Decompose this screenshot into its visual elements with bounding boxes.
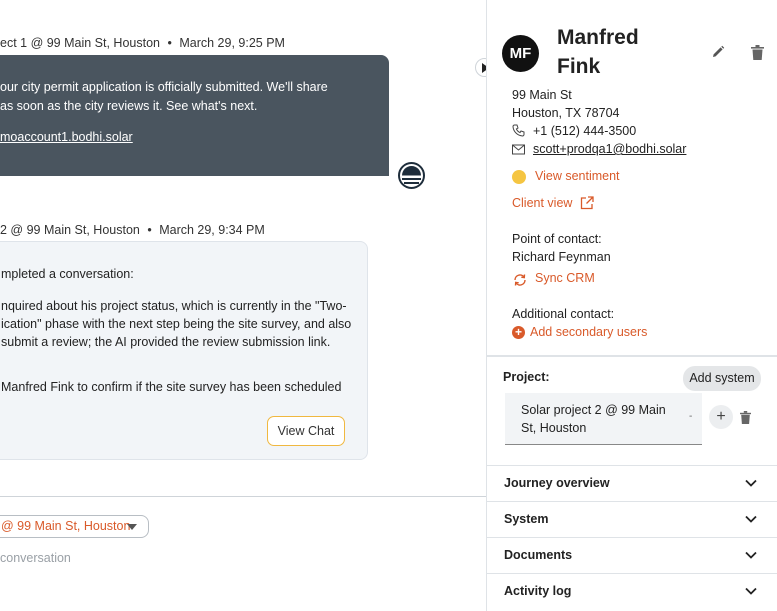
phone-icon <box>512 124 525 137</box>
external-link-icon[interactable] <box>580 196 594 210</box>
project-select-value: Solar project 2 @ 99 Main St, Houston <box>521 403 666 435</box>
section-system[interactable] <box>487 501 777 537</box>
address-line1: 99 Main St <box>512 88 572 102</box>
message-meta <box>0 223 265 237</box>
message-project: 2 @ 99 Main St, Houston <box>0 223 140 237</box>
section-title: Documents <box>504 548 573 562</box>
avatar: MF <box>502 35 539 72</box>
chevron-down-icon <box>745 551 757 559</box>
client-details-panel <box>486 0 777 611</box>
message-timestamp: March 29, 9:34 PM <box>159 223 265 237</box>
message-text: ication" phase with the next step being the site survey, and also <box>1 317 352 331</box>
message-text: submit a review; the AI provided the review submission link. <box>1 335 331 349</box>
message-text: as soon as the city reviews it. See what's next. <box>0 99 258 113</box>
sync-crm-link[interactable]: Sync CRM <box>535 271 595 285</box>
message-text: nquired about his project status, which is currently in the "Two- <box>1 299 347 313</box>
separator-dot: • <box>147 223 152 237</box>
trash-icon[interactable] <box>740 411 751 424</box>
trash-icon[interactable] <box>751 45 764 60</box>
message-bubble-sent <box>0 55 389 176</box>
message-project: ect 1 @ 99 Main St, Houston <box>0 36 160 50</box>
section-activity-log[interactable] <box>487 573 777 609</box>
section-journey-overview[interactable] <box>487 465 777 501</box>
separator-dot: • <box>167 36 172 50</box>
message-meta <box>0 36 285 50</box>
email-link[interactable]: scott+prodqa1@bodhi.solar <box>533 142 687 156</box>
message-bubble-summary <box>0 241 368 460</box>
section-title: Activity log <box>504 584 572 598</box>
message-text: our city permit application is officially submitted. We'll share <box>0 80 328 94</box>
add-system-button[interactable]: + <box>709 405 733 429</box>
client-name: Manfred Fink <box>557 26 639 78</box>
email-icon <box>512 143 525 156</box>
message-text: mpleted a conversation: <box>1 267 134 281</box>
client-view-link[interactable]: Client view <box>512 196 573 210</box>
project-selector-value: @ 99 Main St, Houston <box>1 519 131 533</box>
additional-contact-label: Additional contact: <box>512 307 615 321</box>
sentiment-face-icon <box>512 170 526 184</box>
project-label: Project: <box>503 370 550 384</box>
section-documents[interactable] <box>487 537 777 573</box>
section-title: System <box>504 512 549 526</box>
section-title: Journey overview <box>504 476 610 490</box>
project-selector[interactable] <box>0 515 149 538</box>
message-timestamp: March 29, 9:25 PM <box>179 36 285 50</box>
divider <box>487 355 777 357</box>
add-secondary-users-link[interactable]: Add secondary users <box>530 325 648 339</box>
bot-avatar-icon <box>398 162 425 189</box>
chevron-down-icon <box>745 479 757 487</box>
point-of-contact-label: Point of contact: <box>512 232 602 246</box>
chevron-down-icon <box>745 515 757 523</box>
select-caret-icon: - <box>689 411 693 422</box>
view-chat-button[interactable]: View Chat <box>267 416 345 446</box>
conversation-input[interactable]: conversation <box>0 551 71 565</box>
message-link[interactable]: moaccount1.bodhi.solar <box>0 130 133 144</box>
caret-down-icon <box>127 524 137 530</box>
sync-icon <box>513 273 527 287</box>
view-sentiment-link[interactable]: View sentiment <box>535 169 620 183</box>
project-select[interactable] <box>505 393 702 445</box>
add-system-tooltip: Add system <box>683 366 761 391</box>
point-of-contact-name: Richard Feynman <box>512 250 611 264</box>
divider <box>0 496 486 497</box>
pencil-icon[interactable] <box>711 45 725 59</box>
phone-number: +1 (512) 444-3500 <box>533 124 637 138</box>
chevron-down-icon <box>745 587 757 595</box>
message-text: Manfred Fink to confirm if the site survey has been scheduled <box>1 380 342 394</box>
plus-circle-icon: + <box>512 326 525 339</box>
address-line2: Houston, TX 78704 <box>512 106 620 120</box>
